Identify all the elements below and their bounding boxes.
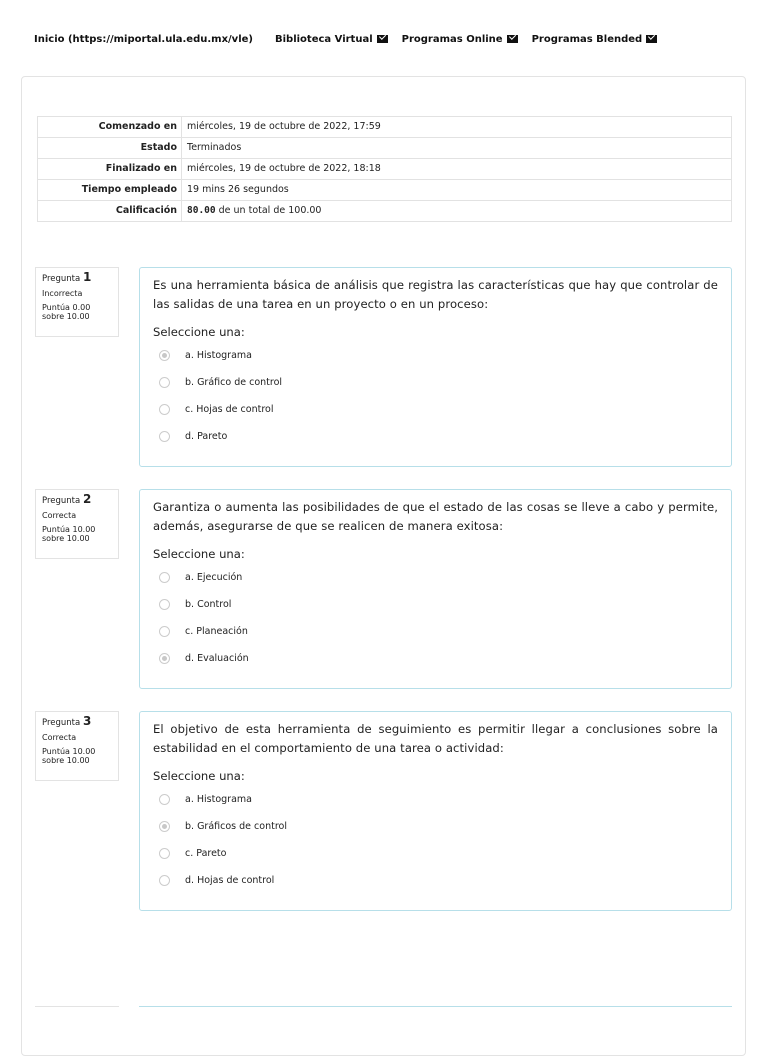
state-value: Terminados [182, 138, 732, 159]
select-one-prompt: Seleccione una: [153, 769, 245, 783]
top-navigation [34, 31, 657, 47]
answer-option-label: b. Gráfico de control [185, 377, 283, 388]
question-state: Incorrecta [42, 289, 83, 298]
summary-row-grade [38, 201, 732, 222]
attempt-summary-table [37, 116, 732, 222]
grade-total: de un total de 100.00 [218, 205, 322, 216]
answer-option[interactable] [153, 591, 718, 618]
answer-options [153, 564, 718, 672]
answer-option[interactable] [153, 342, 718, 369]
radio-button[interactable] [159, 377, 170, 388]
state-label: Estado [38, 138, 182, 159]
question-grade: Puntúa 10.00 sobre 10.00 [42, 747, 96, 765]
answer-option[interactable] [153, 645, 718, 672]
question-state: Correcta [42, 733, 77, 742]
envelope-icon [377, 35, 388, 43]
answer-option-label: c. Pareto [185, 848, 227, 859]
radio-button[interactable] [159, 572, 170, 583]
home-link-label: Inicio (https://miportal.ula.edu.mx/vle) [34, 33, 253, 45]
question-content [139, 711, 732, 911]
question-info [35, 711, 119, 781]
question-number-value: 3 [82, 714, 92, 728]
radio-button[interactable] [159, 794, 170, 805]
answer-option-label: d. Hojas de control [185, 875, 275, 886]
finished-label: Finalizado en [38, 159, 182, 180]
radio-button[interactable] [159, 875, 170, 886]
library-link[interactable] [275, 34, 388, 45]
online-programs-link[interactable] [402, 34, 518, 45]
answer-option[interactable] [153, 564, 718, 591]
select-one-prompt: Seleccione una: [153, 547, 245, 561]
radio-button[interactable] [159, 653, 170, 664]
question-number [42, 715, 112, 729]
question-info [35, 489, 119, 559]
radio-button[interactable] [159, 350, 170, 361]
blended-programs-label: Programas Blended [531, 33, 643, 45]
summary-row-finished [38, 159, 732, 180]
envelope-icon [507, 35, 518, 43]
answer-option-label: b. Gráficos de control [185, 821, 287, 832]
answer-option-label: a. Histograma [185, 794, 252, 805]
question-info [35, 267, 119, 337]
radio-button[interactable] [159, 431, 170, 442]
question-number-value: 1 [82, 270, 92, 284]
question-prefix: Pregunta [42, 718, 81, 728]
question-text: El objetivo de esta herramienta de seguimiento es permitir llegar a conclusiones sobre la estabilidad en el comportamiento de una tarea o actividad: [153, 722, 718, 755]
question-number [42, 493, 112, 507]
question-content [139, 489, 732, 689]
grade-score: 80.00 [187, 205, 216, 216]
question-number [42, 271, 112, 285]
answer-option-label: c. Hojas de control [185, 404, 274, 415]
answer-option-label: b. Control [185, 599, 232, 610]
radio-button[interactable] [159, 404, 170, 415]
summary-row-time [38, 180, 732, 201]
started-value: miércoles, 19 de octubre de 2022, 17:59 [182, 117, 732, 138]
answer-option-label: d. Pareto [185, 431, 228, 442]
answer-option[interactable] [153, 396, 718, 423]
question-text: Es una herramienta básica de análisis que registra las características que hay que controlar de las salidas de una tarea en un proyecto o en un proceso: [153, 278, 718, 311]
answer-option-label: d. Evaluación [185, 653, 249, 664]
question-grade: Puntúa 0.00 sobre 10.00 [42, 303, 91, 321]
started-label: Comenzado en [38, 117, 182, 138]
blended-programs-link[interactable] [532, 34, 658, 45]
time-value: 19 mins 26 segundos [182, 180, 732, 201]
envelope-icon [646, 35, 657, 43]
radio-button[interactable] [159, 599, 170, 610]
library-link-label: Biblioteca Virtual [274, 33, 373, 45]
time-label: Tiempo empleado [38, 180, 182, 201]
answer-option-label: a. Ejecución [185, 572, 243, 583]
question-prefix: Pregunta [42, 496, 81, 506]
answer-option[interactable] [153, 369, 718, 396]
select-one-prompt: Seleccione una: [153, 325, 245, 339]
home-link[interactable] [34, 34, 253, 45]
summary-row-state [38, 138, 732, 159]
answer-option[interactable] [153, 618, 718, 645]
answer-option[interactable] [153, 867, 718, 894]
radio-button[interactable] [159, 626, 170, 637]
question-text: Garantiza o aumenta las posibilidades de que el estado de las cosas se lleve a cabo y permite, además, asegurarse de que se realicen de manera exitosa: [153, 500, 718, 533]
summary-row-started [38, 117, 732, 138]
finished-value: miércoles, 19 de octubre de 2022, 18:18 [182, 159, 732, 180]
answer-option[interactable] [153, 840, 718, 867]
question-grade: Puntúa 10.00 sobre 10.00 [42, 525, 96, 543]
question-content [139, 267, 732, 467]
question-number-value: 2 [82, 492, 92, 506]
answer-option[interactable] [153, 786, 718, 813]
answer-option[interactable] [153, 813, 718, 840]
grade-value [182, 201, 732, 222]
question-prefix: Pregunta [42, 274, 81, 284]
answer-options [153, 342, 718, 450]
radio-button[interactable] [159, 848, 170, 859]
online-programs-label: Programas Online [401, 33, 503, 45]
answer-options [153, 786, 718, 894]
answer-option-label: c. Planeación [185, 626, 248, 637]
radio-button[interactable] [159, 821, 170, 832]
answer-option[interactable] [153, 423, 718, 450]
question-state: Correcta [42, 511, 77, 520]
answer-option-label: a. Histograma [185, 350, 252, 361]
grade-label: Calificación [38, 201, 182, 222]
